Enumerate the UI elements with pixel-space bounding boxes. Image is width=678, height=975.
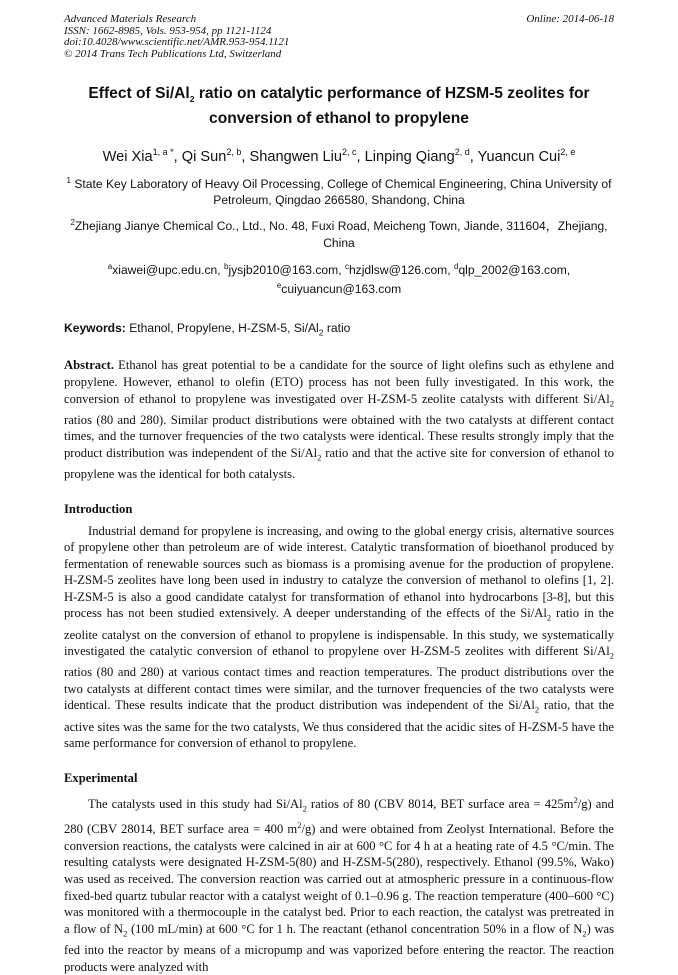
experimental-paragraph: The catalysts used in this study had $Si/Al_2$ ratios of 80 (CBV 8014, BET surface area = $425m^2/g$) and 280 (CBV 28014, BET surface area = 400 $m^2/g$) and were obtained from Zeolyst International. Before the conversion reactions, the catalysts were calcined in air at 600 °C for 4 h at a heating rate of 4.5 °C/min. The resulting catalysts were designated H-ZSM-5(80) and H-ZSM-5(280), respectively. Ethanol (99.5%, Wako) was used as received. The conversion reaction was carried out at atmospheric pressure in a continuous-flow fixed-bed quartz tubular reactor with a catalyst weight of 0.1–0.96 g. The reaction temperature (400–600 °C) was monitored with a thermocouple in the catalyst bed. Prior to each reaction, the catalyst was pretreated in a flow of $N_2$ (100 mL/min) at 600 °C for 1 h. The reactant (ethanol concentration 50% in a flow of $N_2$) was fed into the reactor by means of a micropump and was vaporized before entering the reactor. The reaction products were analyzed with	[64, 794, 614, 974]
email-link[interactable]: hzjdlsw@126.com,	[348, 262, 454, 277]
email-link[interactable]: cuiyuancun@163.com	[281, 281, 402, 296]
introduction-paragraph: Industrial demand for propylene is increasing, and owing to the global energy crisis, alternative sources of propylene other than petroleum are of wide interest. Catalytic transformation of bioethanol produced by fermentation of renewable sources such as biomass is a promising avenue for the production of propylene. H-ZSM-5 zeolites have long been used in industry to catalyze the conversion of methanol to olefins [1, 2]. H-ZSM-5 is also a good candidate catalyst for transformation of ethanol into hydrocarbons [3-8], but this process has not been studied extensively. A deeper understanding of the effects of the $Si/Al_2$ ratio in the zeolite catalyst on the conversion of ethanol to propylene is indispensable. In this study, we systematically investigated the catalytic conversion of ethanol to propylene over H-ZSM-5 zeolites with different $Si/Al_2$ ratios (80 and 280) at various contact times and reaction temperatures. The product distributions over the two catalysts at different contact times were similar, and the turnover frequencies of the two catalysts were identical. These results indicate that the product distribution was independent of the $Si/Al_2$ ratio, that the active sites was the same for the two catalysts, We thus considered that the acidic sites of H-ZSM-5 have the same performance for conversion of ethanol to propylene.	[64, 523, 614, 751]
title-text-1: Effect of Si/Al	[88, 85, 190, 102]
affiliation-2: $^2$Zhejiang Jianye Chemical Co., Ltd., No. 48, Fuxi Road, Meicheng Town, Jiande, 311604，Zhejiang, China	[70, 218, 608, 250]
author: Linping Qiang$^{2, d}$,	[364, 147, 478, 165]
journal-header	[64, 14, 614, 62]
author-list	[64, 143, 614, 166]
author: Shangwen Liu$^{2, c}$,	[249, 147, 365, 165]
affiliation-1: $^1$ State Key Laboratory of Heavy Oil Processing, College of Chemical Engineering, China University of Petroleum, Qingdao 266580, Shandong, China	[66, 175, 612, 208]
abstract-label: Abstract.	[64, 358, 115, 373]
email-link[interactable]: xiawei@upc.edu.cn,	[112, 262, 224, 277]
author-emails: $^a$xiawei@upc.edu.cn, $^b$jysjb2010@163.com, $^c$hzjdlsw@126.com, $^d$qlp_2002@163.com, $^e$cuiyuancun@163.com	[107, 261, 571, 296]
abstract: Abstract. Ethanol has great potential to be a candidate for the source of light olefins such as ethylene and propylene. However, ethanol to olefin (ETO) process has not been fully investigated. In this work, the conversion of ethanol to propylene was investigated over H-ZSM-5 zeolite catalysts with different $Si/Al_2$ ratios (80 and 280). Similar product distributions were obtained with the two catalysts at different contact times, and the turnover frequencies of the two catalysts were identical. These results strongly imply that the product distribution was independent of the $Si/Al_2$ ratio and that the active site for conversion of ethanol to propylene was the identical for both catalysts.	[64, 358, 614, 481]
author: Qi Sun$^{2, b}$,	[181, 147, 250, 165]
paper-title	[64, 84, 614, 129]
email-link[interactable]: jysjb2010@163.com,	[228, 262, 345, 277]
introduction-heading: Introduction	[64, 501, 133, 516]
title-text-2: ratio on catalytic performance of HZSM-5 zeolites for conversion of ethanol to propylene	[194, 85, 590, 128]
online-date: Online: 2014-06-18	[526, 13, 614, 25]
title-subscript: 2	[189, 94, 195, 105]
doi-line[interactable]: doi:10.4028/www.scientific.net/AMR.953-954.1121	[64, 36, 290, 49]
experimental-heading: Experimental	[64, 770, 138, 785]
author: Yuancun Cui$^{2, e}$	[477, 147, 576, 165]
copyright-line: © 2014 Trans Tech Publications Ltd, Switzerland	[64, 47, 282, 60]
keywords: Keywords: Ethanol, Propylene, H-ZSM-5, $Si/Al_2$ ratio	[64, 320, 351, 338]
journal-name: Advanced Materials Research	[64, 13, 197, 25]
author: Wei Xia$^{1, a *}$,	[102, 147, 182, 165]
keywords-label: Keywords:	[64, 320, 126, 335]
email-link[interactable]: qlp_2002@163.com,	[458, 262, 571, 277]
issn-line: ISSN: 1662-8985, Vols. 953-954, pp 1121-1124	[64, 24, 272, 37]
